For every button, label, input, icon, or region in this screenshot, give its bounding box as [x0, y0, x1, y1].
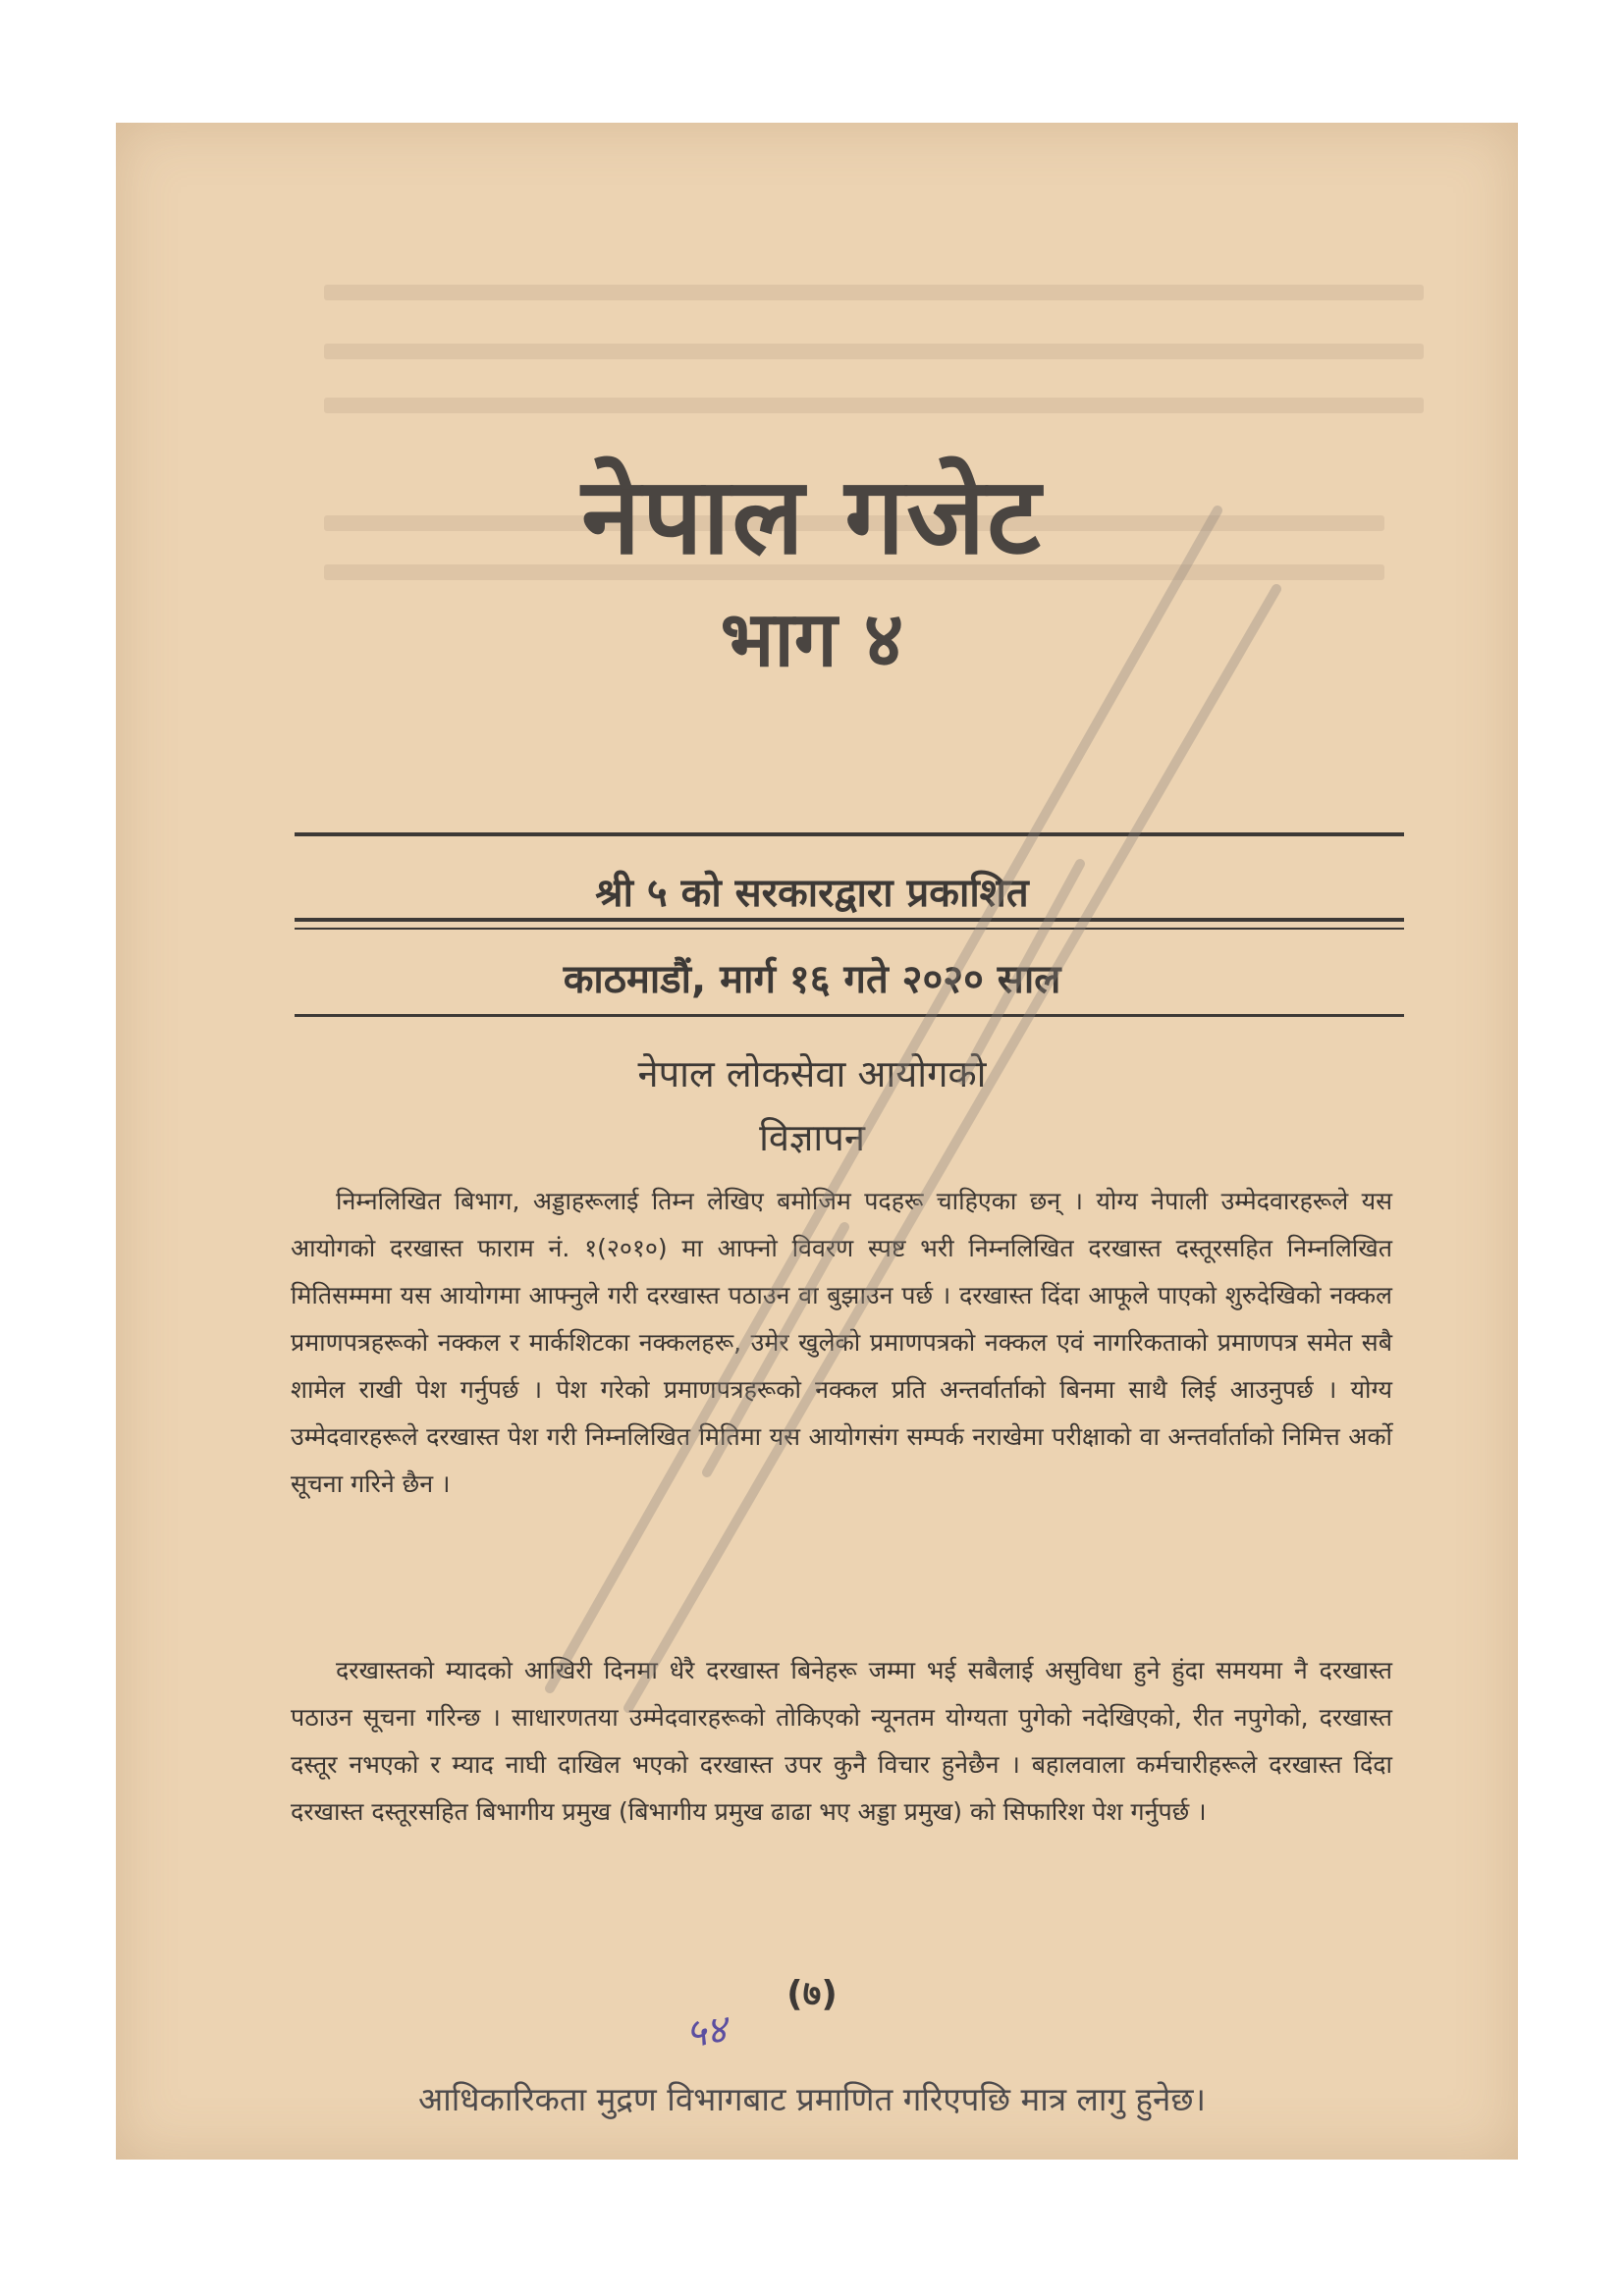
bleed-through-line [324, 285, 1424, 300]
divider-line [295, 928, 1404, 930]
notice-subheading: विज्ञापन [759, 1116, 865, 1159]
gazette-part: भाग ४ [720, 596, 904, 684]
notice-paragraph-1: निम्नलिखित बिभाग, अड्डाहरूलाई तिम्न लेखिए बमोजिम पदहरू चाहिएका छन् । योग्य नेपाली उम्मेदवारहरूले यस आयोगको दरखास्त फाराम नं. १(२०१०) मा आफ्नो विवरण स्पष्ट भरी निम्नलिखित दरखास्त दस्तूरसहित निम्नलिखित मितिसम्ममा यस आयोगमा आफ्नुले गरी दरखास्त पठाउन वा बुझाउन पर्छ । दरखास्त दिंदा आफूले पाएको शुरुदेखिको नक्कल प्रमाणपत्रहरूको नक्कल र मार्कशिटका नक्कलहरू, उमेर खुलेको प्रमाणपत्रको नक्कल एवं नागरिकताको प्रमाणपत्र समेत सबै शामेल राखी पेश गर्नुपर्छ । पेश गरेको प्रमाणपत्रहरूको नक्कल प्रति अन्तर्वार्ताको बिनमा साथै लिई आउनुपर्छ । योग्य उम्मेदवारहरूले दरखास्त पेश गरी निम्नलिखित मितिमा यस आयोगसंग सम्पर्क नराखेमा परीक्षाको वा अन्तर्वार्ताको निमित्त अर्को सूचना गरिने छैन । [291, 1187, 1392, 1498]
bleed-through-line [324, 398, 1424, 413]
dateline: काठमाडौं, मार्ग १६ गते २०२० साल [563, 957, 1061, 1002]
notice-paragraph-2: दरखास्तको म्यादको आखिरी दिनमा धेरै दरखास्त बिनेहरू जम्मा भई सबैलाई असुविधा हुने हुंदा समयमा नै दरखास्त पठाउन सूचना गरिन्छ । साधारणतया उम्मेदवारहरूको तोकिएको न्यूनतम योग्यता पुगेको नदेखिएको, रीत नपुगेको, दरखास्त दस्तूर नभएको र म्याद नाघी दाखिल भएको दरखास्त उपर कुनै विचार हुनेछैन । बहालवाला कर्मचारीहरूले दरखास्त दिंदा दरखास्त दस्तूरसहित बिभागीय प्रमुख (बिभागीय प्रमुख ढाढा भए अड्डा प्रमुख) को सिफारिश पेश गर्नुपर्छ । [291, 1656, 1392, 1826]
publisher-line: श्री ५ को सरकारद्वारा प्रकाशित [595, 871, 1029, 916]
notice-heading: नेपाल लोकसेवा आयोगको [637, 1052, 987, 1095]
handwritten-note: ५४ [682, 2006, 730, 2057]
footer-note: आधिकारिकता मुद्रण विभागबाट प्रमाणित गरिएपछि मात्र लागु हुनेछ। [417, 2080, 1207, 2118]
page-number: (७) [786, 1974, 838, 2014]
gazette-title: नेपाल गजेट [581, 455, 1043, 578]
bleed-through-line [324, 344, 1424, 359]
divider-line [295, 1014, 1404, 1017]
divider-line [295, 918, 1404, 922]
divider-line [295, 832, 1404, 836]
